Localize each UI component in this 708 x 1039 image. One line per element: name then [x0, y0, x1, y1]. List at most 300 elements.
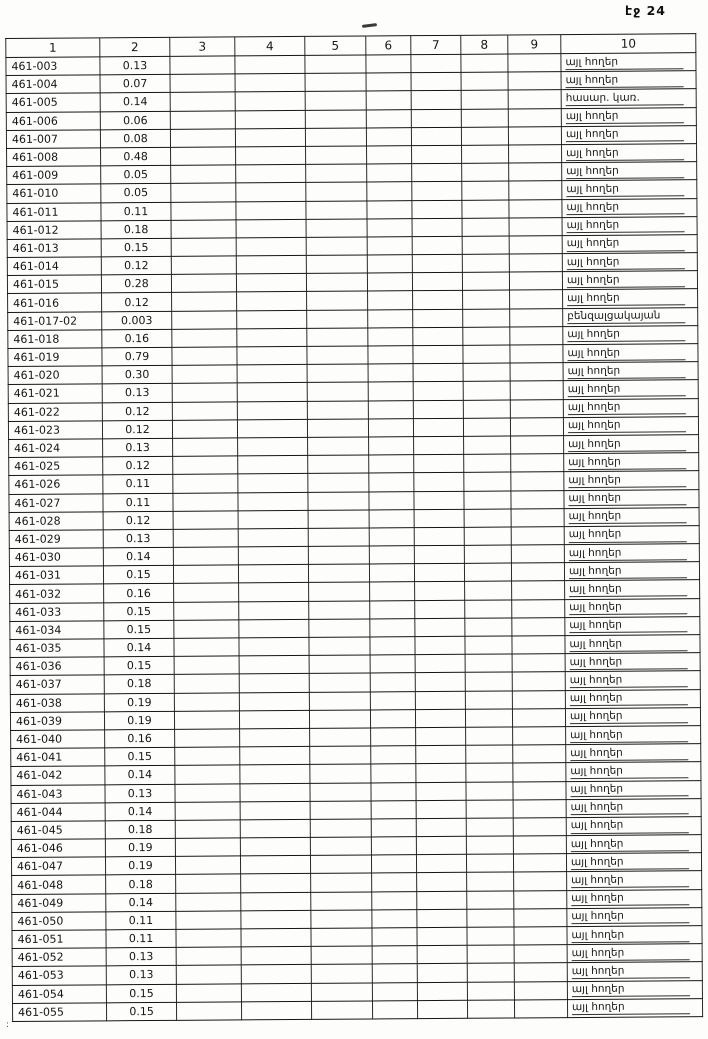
land-use-text: այլ հողեր — [572, 982, 690, 997]
empty-cell — [513, 817, 566, 836]
empty-cell — [512, 690, 565, 709]
empty-cell — [509, 236, 562, 255]
empty-cell — [237, 419, 307, 438]
empty-cell — [414, 527, 464, 546]
empty-cell — [508, 72, 561, 91]
empty-cell — [415, 582, 465, 601]
empty-cell — [463, 290, 510, 309]
land-use-cell — [563, 380, 698, 399]
area-value-cell: 0.15 — [105, 747, 175, 766]
land-use-cell — [563, 289, 698, 308]
area-value-cell: 0.12 — [103, 511, 173, 530]
empty-cell — [416, 855, 466, 874]
empty-cell — [512, 654, 565, 673]
parcel-code-cell: 461-030 — [9, 548, 103, 567]
land-use-text: այլ հողեր — [570, 710, 688, 725]
area-value-cell: 0.12 — [102, 420, 172, 439]
land-use-cell — [563, 362, 698, 381]
column-header: 8 — [461, 35, 508, 54]
empty-cell — [369, 564, 414, 583]
land-use-text: այլ հողեր — [568, 491, 686, 506]
empty-cell — [372, 891, 417, 910]
empty-cell — [466, 745, 513, 764]
empty-cell — [175, 838, 240, 857]
parcel-code-cell: 461-005 — [6, 93, 100, 112]
empty-cell — [370, 637, 415, 656]
empty-cell — [173, 547, 238, 566]
area-value-cell: 0.30 — [102, 366, 172, 385]
empty-cell — [509, 272, 562, 291]
parcel-code-cell: 461-003 — [6, 57, 100, 76]
parcel-code-cell: 461-051 — [12, 930, 106, 949]
land-use-cell — [567, 889, 702, 908]
empty-cell — [413, 327, 463, 346]
land-use-text: այլ հողեր — [571, 819, 689, 834]
land-use-text: այլ հողեր — [569, 600, 687, 615]
parcel-code-cell: 461-011 — [7, 202, 101, 221]
land-use-cell — [566, 726, 701, 745]
land-use-cell — [562, 180, 697, 199]
empty-cell — [308, 473, 369, 492]
land-use-text: այլ հողեր — [568, 400, 686, 415]
parcel-code-cell: 461-010 — [7, 184, 101, 203]
land-use-text: այլ հողեր — [571, 873, 689, 888]
area-value-cell: 0.18 — [106, 875, 176, 894]
empty-cell — [464, 472, 511, 491]
empty-cell — [413, 291, 463, 310]
land-use-cell — [564, 489, 699, 508]
empty-cell — [311, 892, 372, 911]
empty-cell — [176, 874, 241, 893]
parcel-code-cell: 461-024 — [9, 439, 103, 458]
area-value-cell: 0.15 — [104, 602, 174, 621]
area-value-cell: 0.05 — [101, 165, 171, 184]
empty-cell — [236, 183, 306, 202]
land-use-text: այլ հողեր — [567, 255, 685, 270]
land-use-text: այլ հողեր — [566, 200, 684, 215]
empty-cell — [310, 746, 371, 765]
area-value-cell: 0.13 — [106, 966, 176, 985]
empty-cell — [366, 55, 411, 74]
empty-cell — [414, 564, 464, 583]
land-use-text: այլ հողեր — [566, 73, 684, 88]
empty-cell — [307, 310, 368, 329]
empty-cell — [309, 601, 370, 620]
empty-cell — [175, 747, 240, 766]
empty-cell — [235, 110, 305, 129]
area-value-cell: 0.15 — [106, 984, 176, 1003]
area-value-cell: 0.19 — [105, 838, 175, 857]
area-value-cell: 0.08 — [100, 129, 170, 148]
land-use-text: այլ հողեր — [572, 946, 690, 961]
empty-cell — [412, 236, 462, 255]
land-use-cell — [567, 962, 702, 981]
area-value-cell: 0.12 — [102, 402, 172, 421]
empty-cell — [174, 656, 239, 675]
empty-cell — [306, 200, 367, 219]
empty-cell — [513, 781, 566, 800]
empty-cell — [466, 727, 513, 746]
empty-cell — [367, 255, 412, 274]
empty-cell — [416, 782, 466, 801]
empty-cell — [510, 417, 563, 436]
column-header: 6 — [366, 36, 411, 55]
land-use-cell — [564, 471, 699, 490]
empty-cell — [173, 565, 238, 584]
empty-cell — [311, 873, 372, 892]
land-use-text: այլ հողեր — [567, 346, 685, 361]
land-use-cell — [562, 216, 697, 235]
empty-cell — [509, 145, 562, 164]
empty-cell — [241, 910, 311, 929]
empty-cell — [236, 274, 306, 293]
empty-cell — [311, 946, 372, 965]
empty-cell — [417, 927, 467, 946]
empty-cell — [415, 655, 465, 674]
empty-cell — [307, 364, 368, 383]
land-use-cell — [567, 871, 702, 890]
parcel-code-cell: 461-026 — [9, 475, 103, 494]
empty-cell — [239, 583, 309, 602]
parcel-code-cell: 461-048 — [12, 875, 106, 894]
empty-cell — [370, 691, 415, 710]
land-use-text: այլ հողեր — [572, 1001, 690, 1016]
land-use-cell — [565, 598, 700, 617]
empty-cell — [511, 545, 564, 564]
land-use-cell — [566, 853, 701, 872]
empty-cell — [173, 492, 238, 511]
empty-cell — [239, 656, 309, 675]
empty-cell — [370, 655, 415, 674]
empty-cell — [175, 856, 240, 875]
empty-cell — [308, 564, 369, 583]
empty-cell — [509, 254, 562, 273]
land-use-cell — [562, 144, 697, 163]
empty-cell — [508, 126, 561, 145]
empty-cell — [512, 581, 565, 600]
empty-cell — [172, 401, 237, 420]
document-page — [5, 33, 702, 1022]
land-use-text: այլ հողեր — [569, 619, 687, 634]
empty-cell — [367, 200, 412, 219]
empty-cell — [240, 765, 310, 784]
empty-cell — [416, 818, 466, 837]
empty-cell — [240, 856, 310, 875]
empty-cell — [176, 911, 241, 930]
empty-cell — [511, 436, 564, 455]
empty-cell — [511, 508, 564, 527]
empty-cell — [467, 1000, 514, 1019]
parcel-code-cell: 461-045 — [11, 821, 105, 840]
land-use-cell — [561, 89, 696, 108]
scan-artifact: : — [6, 1020, 10, 1030]
land-use-text: այլ հողեր — [570, 764, 688, 779]
empty-cell — [237, 346, 307, 365]
empty-cell — [371, 764, 416, 783]
empty-cell — [174, 674, 239, 693]
empty-cell — [173, 511, 238, 530]
land-use-text: այլ հողեր — [571, 837, 689, 852]
empty-cell — [173, 438, 238, 457]
empty-cell — [309, 692, 370, 711]
area-value-cell: 0.12 — [102, 293, 172, 312]
empty-cell — [367, 273, 412, 292]
empty-cell — [415, 673, 465, 692]
empty-cell — [305, 110, 366, 129]
empty-cell — [462, 199, 509, 218]
empty-cell — [513, 727, 566, 746]
empty-cell — [235, 74, 305, 93]
land-use-cell — [565, 616, 700, 635]
empty-cell — [174, 638, 239, 657]
empty-cell — [464, 545, 511, 564]
empty-cell — [367, 218, 412, 237]
empty-cell — [465, 654, 512, 673]
empty-cell — [240, 837, 310, 856]
empty-cell — [241, 874, 311, 893]
empty-cell — [514, 963, 567, 982]
land-use-text: այլ հողեր — [567, 273, 685, 288]
area-value-cell: 0.19 — [104, 711, 174, 730]
column-header: 9 — [508, 35, 561, 54]
empty-cell — [305, 91, 366, 110]
empty-cell — [238, 510, 308, 529]
land-use-text: այլ հողեր — [571, 910, 689, 925]
parcel-code-cell: 461-012 — [7, 221, 101, 240]
empty-cell — [175, 802, 240, 821]
empty-cell — [239, 710, 309, 729]
land-use-cell — [564, 526, 699, 545]
empty-cell — [413, 382, 463, 401]
parcel-code-cell: 461-004 — [6, 75, 100, 94]
empty-cell — [309, 619, 370, 638]
empty-cell — [372, 964, 417, 983]
empty-cell — [173, 529, 238, 548]
empty-cell — [372, 1000, 417, 1019]
empty-cell — [467, 945, 514, 964]
empty-cell — [414, 545, 464, 564]
area-value-cell: 0.06 — [100, 111, 170, 130]
area-value-cell: 0.05 — [101, 184, 171, 203]
area-value-cell: 0.14 — [104, 638, 174, 657]
empty-cell — [309, 582, 370, 601]
empty-cell — [171, 165, 236, 184]
empty-cell — [239, 601, 309, 620]
empty-cell — [176, 983, 241, 1002]
column-header: 2 — [100, 37, 170, 56]
empty-cell — [174, 602, 239, 621]
empty-cell — [462, 236, 509, 255]
land-use-text: այլ հողեր — [566, 146, 684, 161]
empty-cell — [466, 818, 513, 837]
empty-cell — [236, 255, 306, 274]
empty-cell — [463, 400, 510, 419]
empty-cell — [514, 927, 567, 946]
empty-cell — [416, 727, 466, 746]
empty-cell — [372, 928, 417, 947]
empty-cell — [311, 1001, 372, 1020]
empty-cell — [512, 599, 565, 618]
empty-cell — [372, 909, 417, 928]
parcel-code-cell: 461-020 — [8, 366, 102, 385]
empty-cell — [510, 381, 563, 400]
land-use-cell — [562, 198, 697, 217]
empty-cell — [306, 146, 367, 165]
empty-cell — [306, 237, 367, 256]
land-use-text: բենզալցակայան — [567, 309, 685, 324]
parcel-code-cell: 461-049 — [12, 893, 106, 912]
empty-cell — [307, 401, 368, 420]
area-value-cell: 0.14 — [106, 893, 176, 912]
parcel-code-cell: 461-042 — [11, 766, 105, 785]
empty-cell — [238, 565, 308, 584]
empty-cell — [241, 1001, 311, 1020]
empty-cell — [171, 201, 236, 220]
empty-cell — [369, 528, 414, 547]
parcel-code-cell: 461-053 — [12, 966, 106, 985]
column-header: 3 — [170, 37, 235, 56]
empty-cell — [306, 219, 367, 238]
empty-cell — [310, 855, 371, 874]
empty-cell — [463, 327, 510, 346]
empty-cell — [466, 800, 513, 819]
empty-cell — [513, 799, 566, 818]
column-header: 1 — [6, 38, 100, 58]
land-use-text: այլ հողեր — [568, 473, 686, 488]
area-value-cell: 0.15 — [101, 238, 171, 257]
area-value-cell: 0.15 — [104, 620, 174, 639]
land-use-text: այլ հողեր — [567, 291, 685, 306]
land-use-text: այլ հողեր — [567, 237, 685, 252]
land-use-text: այլ հողեր — [570, 655, 688, 670]
parcel-code-cell: 461-038 — [10, 693, 104, 712]
land-use-text: այլ հողեր — [567, 328, 685, 343]
empty-cell — [237, 365, 307, 384]
empty-cell — [307, 419, 368, 438]
empty-cell — [311, 964, 372, 983]
area-value-cell: 0.13 — [102, 384, 172, 403]
parcel-code-cell: 461-023 — [8, 421, 102, 440]
land-parcel-table — [5, 33, 703, 1022]
empty-cell — [417, 945, 467, 964]
empty-cell — [511, 490, 564, 509]
area-value-cell: 0.13 — [105, 784, 175, 803]
land-use-text: այլ հողեր — [570, 746, 688, 761]
empty-cell — [369, 546, 414, 565]
empty-cell — [509, 199, 562, 218]
empty-cell — [417, 964, 467, 983]
land-use-text: այլ հողեր — [565, 55, 683, 70]
parcel-code-cell: 461-050 — [12, 912, 106, 931]
empty-cell — [171, 183, 236, 202]
empty-cell — [238, 437, 308, 456]
empty-cell — [306, 255, 367, 274]
parcel-code-cell: 461-036 — [10, 657, 104, 676]
empty-cell — [236, 201, 306, 220]
area-value-cell: 0.003 — [102, 311, 172, 330]
empty-cell — [464, 563, 511, 582]
empty-cell — [367, 146, 412, 165]
land-use-cell — [562, 253, 697, 272]
empty-cell — [371, 855, 416, 874]
empty-cell — [509, 181, 562, 200]
parcel-code-cell: 461-044 — [11, 803, 105, 822]
empty-cell — [310, 764, 371, 783]
empty-cell — [467, 927, 514, 946]
empty-cell — [467, 872, 514, 891]
empty-cell — [415, 636, 465, 655]
empty-cell — [236, 237, 306, 256]
empty-cell — [311, 910, 372, 929]
empty-cell — [310, 782, 371, 801]
land-use-text: այլ հողեր — [570, 728, 688, 743]
parcel-code-cell: 461-047 — [11, 857, 105, 876]
empty-cell — [462, 254, 509, 273]
empty-cell — [415, 618, 465, 637]
area-value-cell: 0.14 — [105, 766, 175, 785]
empty-cell — [371, 837, 416, 856]
empty-cell — [368, 309, 413, 328]
empty-cell — [311, 983, 372, 1002]
parcel-code-cell: 461-027 — [9, 493, 103, 512]
empty-cell — [413, 364, 463, 383]
land-use-cell — [567, 926, 702, 945]
land-use-cell — [566, 798, 701, 817]
area-value-cell: 0.13 — [106, 948, 176, 967]
empty-cell — [461, 72, 508, 91]
land-use-text: այլ հողեր — [569, 637, 687, 652]
empty-cell — [368, 382, 413, 401]
empty-cell — [413, 400, 463, 419]
empty-cell — [508, 90, 561, 109]
empty-cell — [235, 55, 305, 74]
area-value-cell: 0.28 — [101, 275, 171, 294]
empty-cell — [463, 381, 510, 400]
column-header: 5 — [305, 36, 366, 55]
empty-cell — [370, 582, 415, 601]
empty-cell — [241, 892, 311, 911]
empty-cell — [240, 801, 310, 820]
land-use-text: այլ հողեր — [568, 364, 686, 379]
parcel-code-cell: 461-052 — [12, 948, 106, 967]
area-value-cell: 0.14 — [103, 547, 173, 566]
empty-cell — [514, 908, 567, 927]
empty-cell — [466, 781, 513, 800]
empty-cell — [239, 692, 309, 711]
empty-cell — [514, 872, 567, 891]
empty-cell — [306, 182, 367, 201]
empty-cell — [176, 965, 241, 984]
empty-cell — [372, 946, 417, 965]
area-value-cell: 0.18 — [105, 820, 175, 839]
empty-cell — [174, 711, 239, 730]
parcel-code-cell: 461-021 — [8, 384, 102, 403]
empty-cell — [510, 399, 563, 418]
land-use-cell — [561, 53, 696, 72]
parcel-code-cell: 461-054 — [12, 984, 106, 1003]
empty-cell — [411, 54, 461, 73]
land-use-cell — [564, 562, 699, 581]
land-use-cell — [562, 235, 697, 254]
parcel-code-cell: 461-015 — [7, 275, 101, 294]
empty-cell — [465, 600, 512, 619]
land-use-cell — [566, 780, 701, 799]
empty-cell — [310, 728, 371, 747]
empty-cell — [465, 709, 512, 728]
empty-cell — [236, 219, 306, 238]
land-use-cell — [564, 435, 699, 454]
empty-cell — [238, 474, 308, 493]
